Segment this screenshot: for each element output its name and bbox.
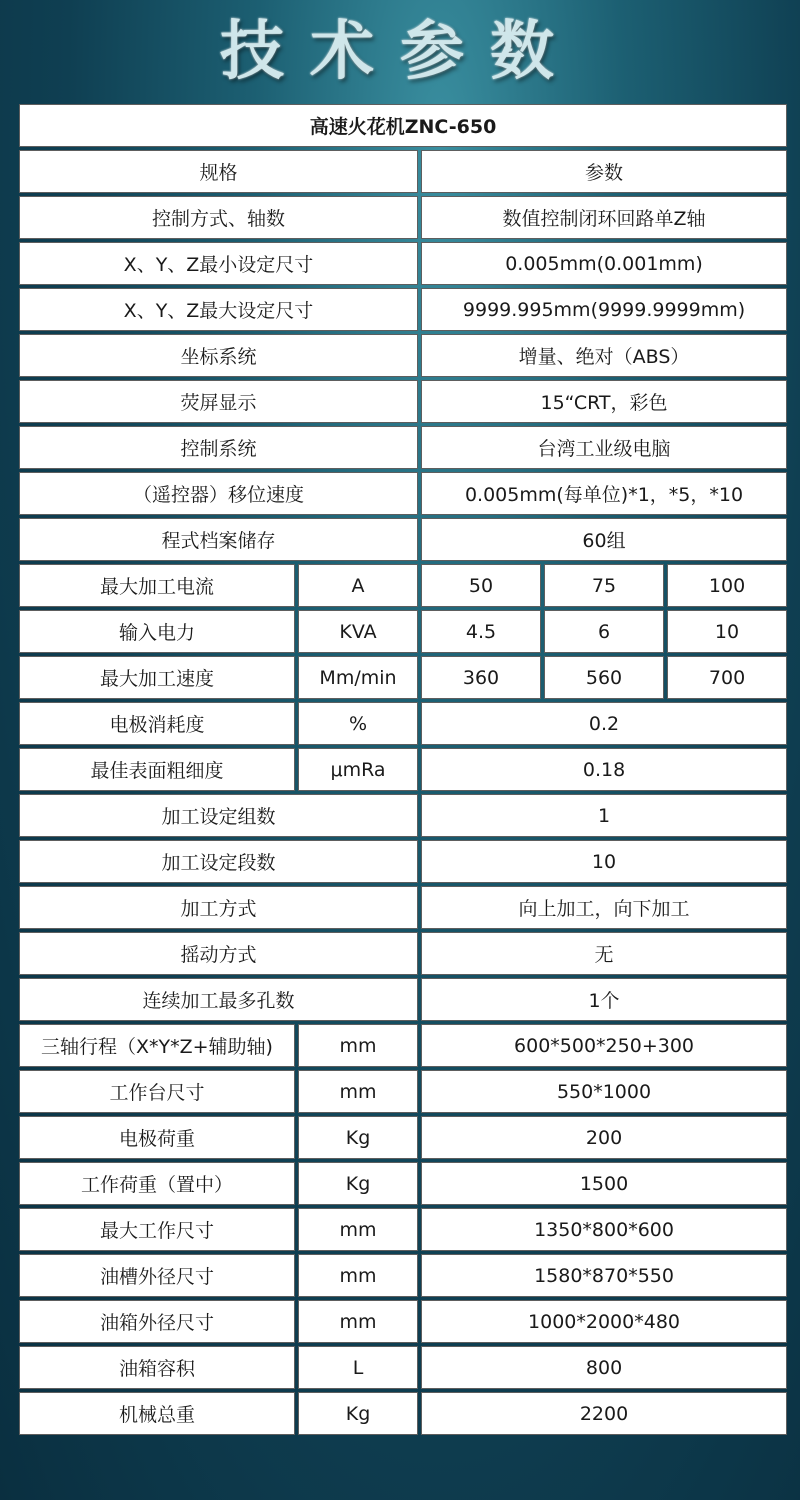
spec-value: 1个 xyxy=(421,978,787,1021)
spec-label: 三轴行程（X*Y*Z+辅助轴) xyxy=(19,1024,295,1067)
spec-label: 电极消耗度 xyxy=(19,702,295,745)
spec-value: 2200 xyxy=(421,1392,787,1435)
spec-value: 9999.995mm(9999.9999mm) xyxy=(421,288,787,331)
spec-value: 10 xyxy=(667,610,787,653)
header-spec: 规格 xyxy=(19,150,418,193)
table-row xyxy=(19,380,787,423)
spec-unit: Kg xyxy=(298,1116,418,1159)
table-row xyxy=(19,748,787,791)
spec-value: 向上加工，向下加工 xyxy=(421,886,787,929)
spec-label: 工作荷重（置中） xyxy=(19,1162,295,1205)
spec-unit: mm xyxy=(298,1024,418,1067)
spec-value: 0.005mm(0.001mm) xyxy=(421,242,787,285)
table-row xyxy=(19,196,787,239)
table-row xyxy=(19,610,787,653)
spec-value: 200 xyxy=(421,1116,787,1159)
spec-label: X、Y、Z最大设定尺寸 xyxy=(19,288,418,331)
spec-label: 油箱容积 xyxy=(19,1346,295,1389)
spec-value: 0.2 xyxy=(421,702,787,745)
table-row xyxy=(19,1208,787,1251)
table-row xyxy=(19,334,787,377)
spec-label: 工作台尺寸 xyxy=(19,1070,295,1113)
spec-label: 加工设定段数 xyxy=(19,840,418,883)
spec-value: 1000*2000*480 xyxy=(421,1300,787,1343)
spec-unit: A xyxy=(298,564,418,607)
spec-value: 15“CRT，彩色 xyxy=(421,380,787,423)
table-row xyxy=(19,564,787,607)
spec-label: 摇动方式 xyxy=(19,932,418,975)
table-row xyxy=(19,1116,787,1159)
spec-unit: Mm/min xyxy=(298,656,418,699)
spec-label: 控制方式、轴数 xyxy=(19,196,418,239)
spec-value: 1580*870*550 xyxy=(421,1254,787,1297)
spec-value: 100 xyxy=(667,564,787,607)
spec-table-body xyxy=(19,104,787,1435)
spec-label: （遥控器）移位速度 xyxy=(19,472,418,515)
spec-label: 荧屏显示 xyxy=(19,380,418,423)
spec-value: 0.005mm(每单位)*1，*5，*10 xyxy=(421,472,787,515)
table-row xyxy=(19,242,787,285)
table-row xyxy=(19,1162,787,1205)
spec-value: 50 xyxy=(421,564,541,607)
spec-value: 60组 xyxy=(421,518,787,561)
spec-unit: Kg xyxy=(298,1162,418,1205)
spec-unit: mm xyxy=(298,1300,418,1343)
spec-label: 油箱外径尺寸 xyxy=(19,1300,295,1343)
spec-label: 油槽外径尺寸 xyxy=(19,1254,295,1297)
header-param: 参数 xyxy=(421,150,787,193)
table-row xyxy=(19,472,787,515)
spec-value: 10 xyxy=(421,840,787,883)
spec-value: 800 xyxy=(421,1346,787,1389)
spec-unit: L xyxy=(298,1346,418,1389)
table-row xyxy=(19,656,787,699)
spec-value: 0.18 xyxy=(421,748,787,791)
spec-label: 机械总重 xyxy=(19,1392,295,1435)
spec-label: 电极荷重 xyxy=(19,1116,295,1159)
spec-label: 最大加工速度 xyxy=(19,656,295,699)
spec-value: 台湾工业级电脑 xyxy=(421,426,787,469)
page-title: 技术参数 xyxy=(220,15,580,89)
spec-unit: Kg xyxy=(298,1392,418,1435)
table-row xyxy=(19,518,787,561)
spec-label: 加工设定组数 xyxy=(19,794,418,837)
table-row xyxy=(19,1392,787,1435)
spec-label: 控制系统 xyxy=(19,426,418,469)
spec-value: 无 xyxy=(421,932,787,975)
spec-label: 最佳表面粗细度 xyxy=(19,748,295,791)
table-row xyxy=(19,932,787,975)
spec-label: 最大加工电流 xyxy=(19,564,295,607)
spec-label: 程式档案储存 xyxy=(19,518,418,561)
table-row xyxy=(19,1024,787,1067)
table-row xyxy=(19,426,787,469)
table-row xyxy=(19,1070,787,1113)
spec-table xyxy=(16,101,790,1438)
spec-unit: mm xyxy=(298,1254,418,1297)
table-row xyxy=(19,1254,787,1297)
spec-value: 360 xyxy=(421,656,541,699)
spec-unit: KVA xyxy=(298,610,418,653)
spec-value: 550*1000 xyxy=(421,1070,787,1113)
table-title: 高速火花机ZNC-650 xyxy=(19,104,787,147)
spec-value: 1 xyxy=(421,794,787,837)
spec-label: 最大工作尺寸 xyxy=(19,1208,295,1251)
spec-value: 700 xyxy=(667,656,787,699)
spec-unit: % xyxy=(298,702,418,745)
spec-label: 坐标系统 xyxy=(19,334,418,377)
table-row xyxy=(19,288,787,331)
table-row xyxy=(19,840,787,883)
spec-value: 75 xyxy=(544,564,664,607)
spec-value: 6 xyxy=(544,610,664,653)
spec-unit: mm xyxy=(298,1070,418,1113)
table-row xyxy=(19,886,787,929)
spec-value: 增量、绝对（ABS） xyxy=(421,334,787,377)
table-row xyxy=(19,1346,787,1389)
spec-label: X、Y、Z最小设定尺寸 xyxy=(19,242,418,285)
spec-value: 600*500*250+300 xyxy=(421,1024,787,1067)
spec-unit: μmRa xyxy=(298,748,418,791)
spec-value: 560 xyxy=(544,656,664,699)
table-row xyxy=(19,702,787,745)
spec-label: 加工方式 xyxy=(19,886,418,929)
table-title-row xyxy=(19,104,787,147)
spec-label: 连续加工最多孔数 xyxy=(19,978,418,1021)
table-row xyxy=(19,978,787,1021)
spec-value: 1350*800*600 xyxy=(421,1208,787,1251)
table-header-row xyxy=(19,150,787,193)
spec-label: 输入电力 xyxy=(19,610,295,653)
table-row xyxy=(19,1300,787,1343)
table-row xyxy=(19,794,787,837)
spec-unit: mm xyxy=(298,1208,418,1251)
spec-value: 4.5 xyxy=(421,610,541,653)
spec-value: 数值控制闭环回路单Z轴 xyxy=(421,196,787,239)
spec-value: 1500 xyxy=(421,1162,787,1205)
